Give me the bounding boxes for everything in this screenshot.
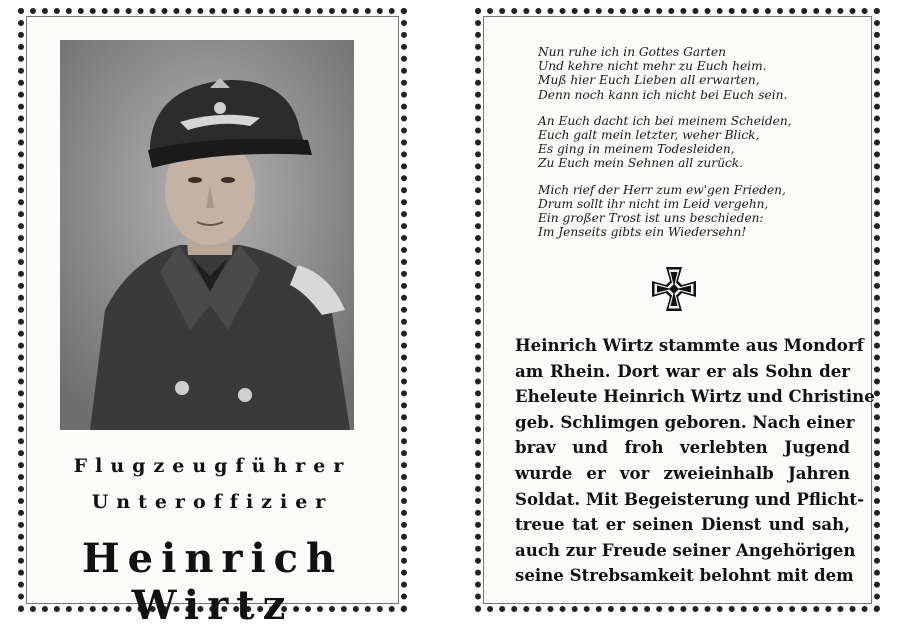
portrait-photo xyxy=(60,40,354,430)
biography-line: brav und froh verlebten Jugend xyxy=(515,437,850,458)
poem-line: Ein großer Trost ist uns beschieden: xyxy=(538,211,764,226)
memorial-card-left xyxy=(18,8,407,629)
poem-line: Nun ruhe ich in Gottes Garten xyxy=(538,45,726,59)
iron-cross-icon xyxy=(651,266,697,312)
poem-line: Denn noch kann ich nicht bei Euch sein. xyxy=(538,87,788,102)
biography-line: Heinrich Wirtz stammte aus Mondorf xyxy=(515,335,864,355)
biography-line: auch zur Freude seiner Angehörigen xyxy=(515,539,856,560)
poem-line: Muß hier Euch Lieben all erwarten, xyxy=(538,73,760,88)
biography-line: Soldat. Mit Begeisterung und Pflicht- xyxy=(515,488,864,509)
rank-line-2: Unteroffizier xyxy=(91,491,334,513)
rank-line-1: Flugzeugführer xyxy=(73,455,352,477)
poem-line: Und kehre nicht mehr zu Euch heim. xyxy=(538,59,767,74)
biography xyxy=(515,333,875,589)
poem-stanza xyxy=(538,45,838,102)
poem xyxy=(538,45,838,251)
biography-line: geb. Schlimgen geboren. Nach einer xyxy=(515,411,855,432)
biography-line: wurde er vor zweieinhalb Jahren xyxy=(515,462,850,483)
poem-stanza xyxy=(538,114,838,171)
biography-line: Eheleute Heinrich Wirtz und Christine xyxy=(515,386,875,407)
biography-line: treue tat er seinen Dienst und sah, xyxy=(515,514,850,535)
poem-line: Mich rief der Herr zum ew'gen Frieden, xyxy=(538,182,786,197)
biography-line: am Rhein. Dort war er als Sohn der xyxy=(515,360,850,381)
poem-line: Drum sollt ihr nicht im Leid vergehn, xyxy=(538,196,769,211)
soldier-name: Heinrich Wirtz xyxy=(81,535,344,629)
poem-line: Es ging in meinem Todesleiden, xyxy=(538,142,735,157)
poem-stanza xyxy=(538,183,838,240)
memorial-card-right xyxy=(475,8,880,612)
biography-line: seine Strebsamkeit belohnt mit dem xyxy=(515,565,854,586)
portrait-image xyxy=(60,40,354,430)
poem-line: An Euch dacht ich bei meinem Scheiden, xyxy=(538,113,792,128)
poem-line: Im Jenseits gibts ein Wiedersehn! xyxy=(538,225,747,240)
poem-line: Euch galt mein letzter, weher Blick, xyxy=(538,128,760,143)
poem-line: Zu Euch mein Sehnen all zurück. xyxy=(538,156,744,171)
